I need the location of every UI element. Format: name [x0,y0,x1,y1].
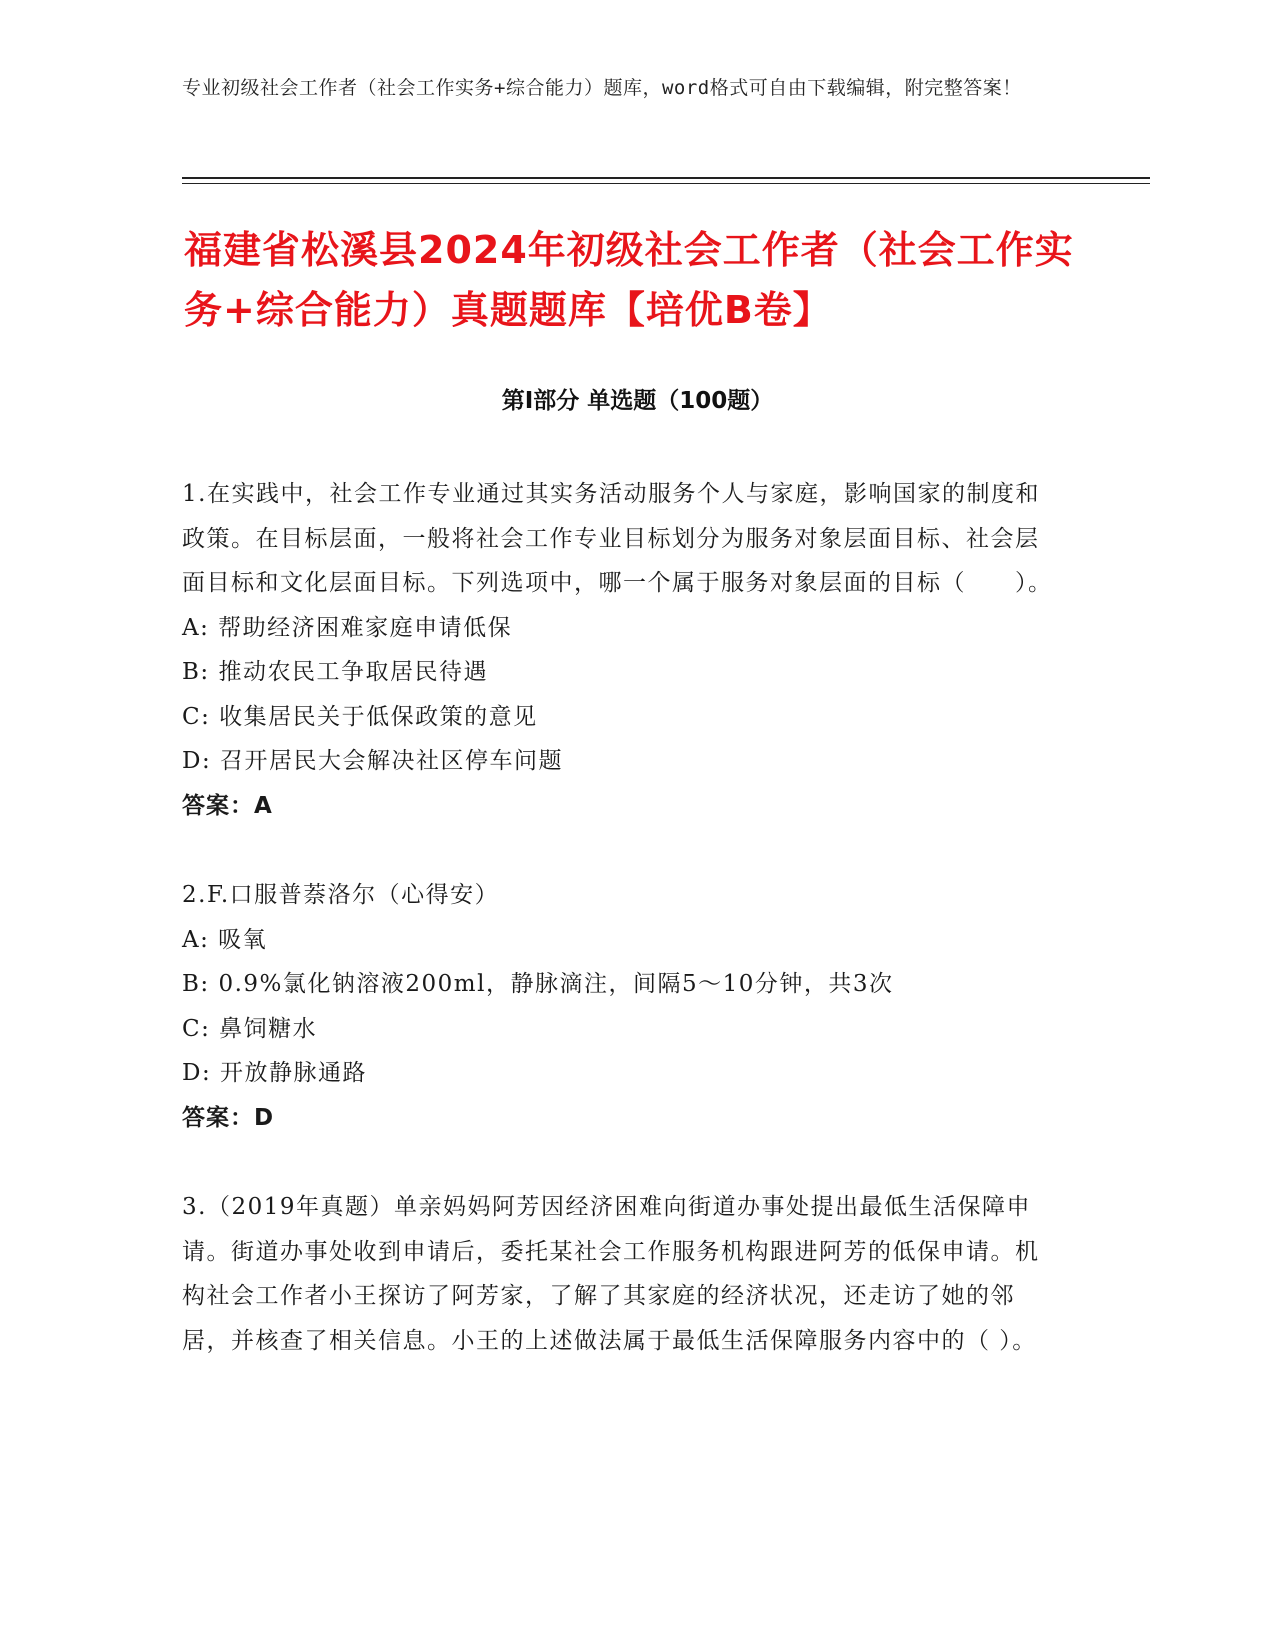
option-b: B: 推动农民工争取居民待遇 [182,659,488,685]
answer: 答案：D [182,1104,275,1131]
section-heading: 第I部分 单选题（100题） [501,388,774,414]
header-divider-thick [182,177,1150,179]
question-3 [182,1185,1062,1363]
question-list [182,472,1062,1408]
header-divider-thin [182,183,1150,184]
option-c: C: 收集居民关于低保政策的意见 [182,703,538,730]
option-d: D: 开放静脉通路 [182,1060,368,1086]
question-stem: 1.在实践中，社会工作专业通过其实务活动服务个人与家庭，影响国家的制度和政策。在目标层面，一般将社会工作专业目标划分为服务对象层面目标、社会层面目标和文化层面目标。下列选项中，哪一个属于服务对象层面的目标（ ）。 [182,481,1053,596]
question-stem: 3.（2019年真题）单亲妈妈阿芳因经济困难向街道办事处提出最低生活保障申请。街道办事处收到申请后，委托某社会工作服务机构跟进阿芳的低保申请。机构社会工作者小王探访了阿芳家，了解了其家庭的经济状况，还走访了她的邻居，并核查了相关信息。小王的上述做法属于最低生活保障服务内容中的（ ）。 [182,1194,1040,1354]
header-note: 专业初级社会工作者（社会工作实务+综合能力）题库，word格式可自由下载编辑，附完整答案！ [182,77,1022,99]
question-1 [182,472,1062,828]
option-b: B: 0.9%氯化钠溶液200ml，静脉滴注，间隔5～10分钟，共3次 [182,971,894,997]
option-c: C: 鼻饲糖水 [182,1015,318,1042]
option-a: A: 吸氧 [182,926,268,953]
question-stem: 2.F.口服普萘洛尔（心得安） [182,882,500,908]
question-2 [182,873,1062,1140]
option-d: D: 召开居民大会解决社区停车问题 [182,748,564,774]
option-a: A: 帮助经济困难家庭申请低保 [182,614,513,641]
answer: 答案：A [182,792,273,819]
document-title: 福建省松溪县2024年初级社会工作者（社会工作实务+综合能力）真题题库【培优B卷】 [184,228,1074,332]
